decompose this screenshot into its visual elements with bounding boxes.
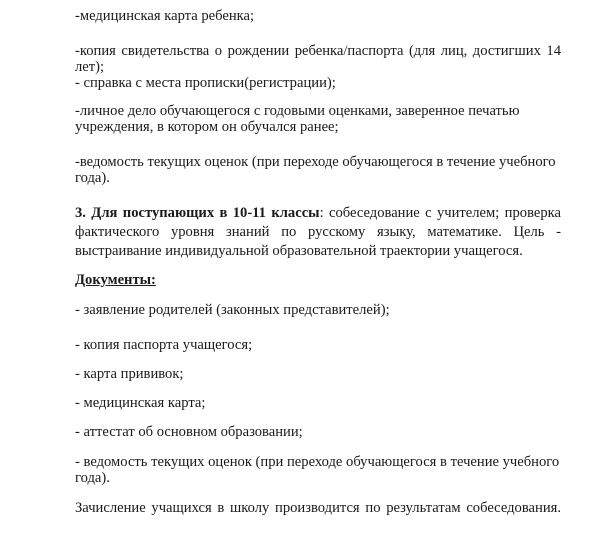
section-3-line-1 bbox=[75, 205, 561, 222]
list-item-grades-sheet-cont: года). bbox=[75, 170, 110, 186]
list-item-vaccination-card: - карта прививок; bbox=[75, 366, 184, 382]
list-item-medical-card-2: - медицинская карта; bbox=[75, 395, 206, 411]
list-item-birth-certificate-cont: лет); bbox=[75, 59, 105, 75]
list-item-personal-file-cont: учреждения, в котором он обучался ранее; bbox=[75, 119, 339, 135]
list-item-medical-card: -медицинская карта ребенка; bbox=[75, 8, 255, 24]
list-item-passport-copy: - копия паспорта учащегося; bbox=[75, 337, 253, 353]
conclusion-text: Зачисление учащихся в школу производится по результатам собеседования. bbox=[75, 500, 561, 516]
section-3-line-2: фактического уровня знаний по русскому языку, математике. Цель - bbox=[75, 224, 561, 240]
section-3-text: : собеседование с учителем; проверка bbox=[319, 205, 562, 221]
list-item-birth-certificate: -копия свидетельства о рождении ребенка/паспорта (для лиц, достигших 14 bbox=[75, 43, 561, 59]
list-item-personal-file: -личное дело обучающегося с годовыми оценками, заверенное печатью bbox=[75, 103, 520, 119]
list-item-grades-sheet: -ведомость текущих оценок (при переходе обучающегося в течение учебного bbox=[75, 154, 556, 170]
documents-heading: Документы: bbox=[75, 272, 156, 288]
section-3-line-3: выстраивание индивидуальной образовательной траектории учащегося. bbox=[75, 243, 523, 259]
list-item-parents-application: - заявление родителей (законных представителей); bbox=[75, 302, 390, 318]
list-item-grades-sheet-2: - ведомость текущих оценок (при переходе обучающегося в течение учебного bbox=[75, 454, 560, 470]
list-item-registration: - справка с места прописки(регистрации); bbox=[75, 75, 336, 91]
list-item-grades-sheet-2-cont: года). bbox=[75, 470, 110, 486]
list-item-certificate: - аттестат об основном образовании; bbox=[75, 424, 303, 440]
section-3-heading: 3. Для поступающих в 10-11 классы bbox=[75, 205, 320, 221]
